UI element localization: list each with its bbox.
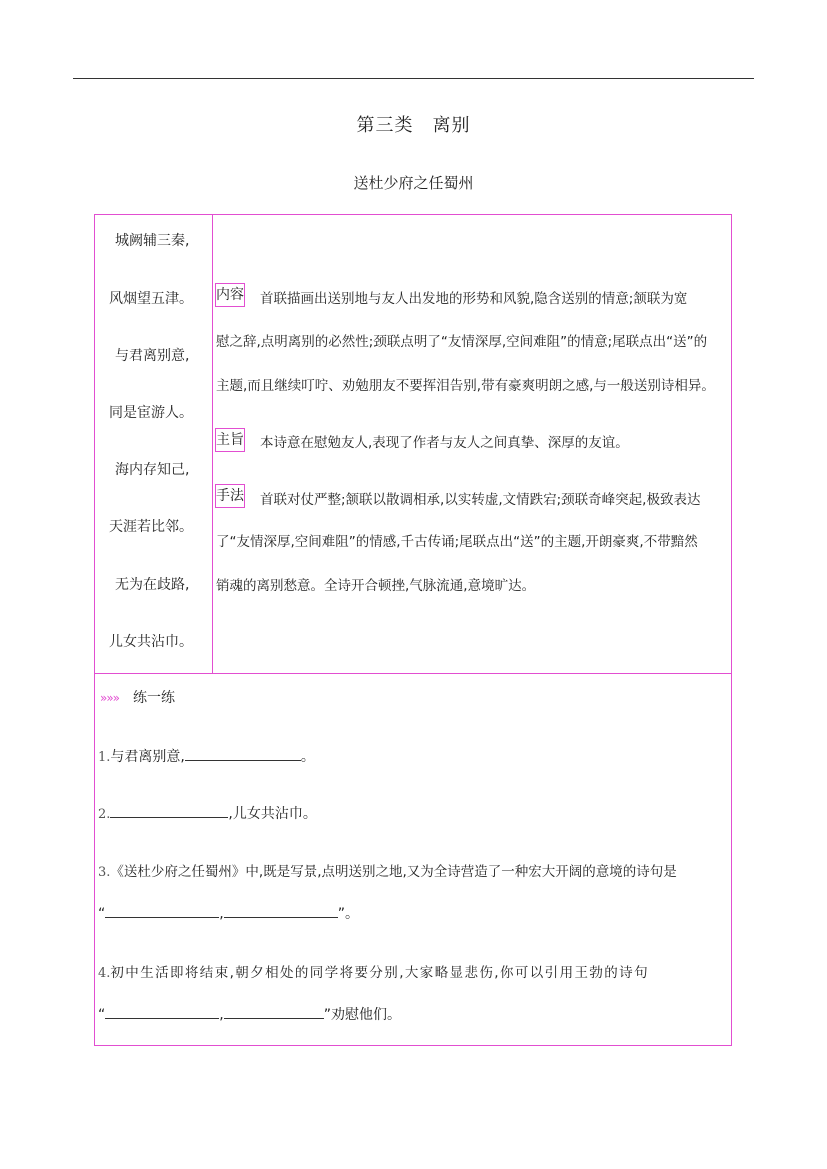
content-line: 首联描画出送别地与友人出发地的形势和风貌,隐含送别的情意;颔联为宽 — [260, 291, 688, 307]
question-1 — [98, 746, 315, 766]
poem-line: 无为在歧路, — [115, 577, 190, 593]
answer-blank[interactable] — [105, 1004, 219, 1019]
question-4-answer — [98, 1004, 401, 1024]
method-line: 首联对仗严整;颔联以散调相承,以实转虚,文情跌宕;颈联奇峰突起,极致表达 — [260, 492, 701, 508]
content-line: 主题,而且继续叮咛、劝勉朋友不要挥泪告别,带有豪爽明朗之感,与一般送别诗相异。 — [216, 378, 715, 394]
answer-blank[interactable] — [185, 746, 301, 761]
question-3-answer — [98, 903, 359, 923]
question-4 — [98, 961, 649, 981]
practice-heading — [100, 687, 175, 707]
top-rule — [73, 78, 754, 79]
question-number: 1. — [98, 750, 111, 765]
content-line: 慰之辞,点明离别的必然性;颈联点明了“友情深厚,空间难阻”的情意;尾联点出“送”的 — [216, 334, 708, 350]
page-title: 第三类 离别 — [356, 115, 471, 136]
question-text: 《送杜少府之任蜀州》中,既是写景,点明送别之地,又为全诗营造了一种宏大开阔的意境的诗句是 — [110, 864, 677, 880]
theme-text: 本诗意在慰勉友人,表现了作者与友人之间真挚、深厚的友谊。 — [260, 435, 629, 451]
poem-line: 与君离别意, — [115, 348, 190, 364]
poem-title: 送杜少府之任蜀州 — [353, 174, 474, 192]
poem-line: 儿女共沾巾。 — [109, 634, 193, 650]
answer-blank[interactable] — [105, 903, 219, 918]
question-number: 4. — [98, 966, 111, 981]
answer-blank[interactable] — [110, 803, 228, 818]
answer-blank[interactable] — [224, 903, 338, 918]
question-2 — [98, 803, 317, 823]
arrows-icon: »»» — [100, 691, 120, 705]
question-end: 。 — [300, 749, 315, 765]
question-number: 3. — [98, 865, 111, 880]
method-line: 销魂的离别愁意。全诗开合顿挫,气脉流通,意境旷达。 — [216, 578, 536, 594]
comma: , — [219, 1007, 224, 1023]
row-divider — [94, 673, 732, 674]
poem-line: 海内存知己, — [115, 462, 190, 478]
question-text: 与君离别意, — [110, 749, 185, 765]
method-tag: 手法 — [215, 484, 245, 508]
comma: , — [219, 906, 224, 922]
theme-tag: 主旨 — [215, 428, 245, 452]
quote-close: ”。 — [337, 906, 359, 922]
question-number: 2. — [98, 807, 111, 822]
answer-blank[interactable] — [224, 1004, 324, 1019]
poem-line: 天涯若比邻。 — [109, 519, 193, 535]
practice-title: 练一练 — [133, 690, 176, 706]
poem-line: 同是宦游人。 — [109, 405, 193, 421]
quote-open: “ — [98, 906, 106, 922]
question-text: ,儿女共沾巾。 — [228, 806, 317, 822]
poem-line: 风烟望五津。 — [109, 291, 193, 307]
quote-open: “ — [98, 1007, 106, 1023]
question-text: 初中生活即将结束,朝夕相处的同学将要分别,大家略显悲伤,你可以引用王勃的诗句 — [110, 965, 649, 981]
question-3 — [98, 860, 677, 880]
column-divider — [212, 214, 213, 674]
poem-line: 城阙辅三秦, — [115, 233, 190, 249]
quote-close: ”劝慰他们。 — [323, 1007, 401, 1023]
content-tag: 内容 — [215, 283, 245, 307]
method-line: 了“友情深厚,空间难阻”的情感,千古传诵;尾联点出“送”的主题,开朗豪爽,不带黯然 — [216, 534, 698, 550]
